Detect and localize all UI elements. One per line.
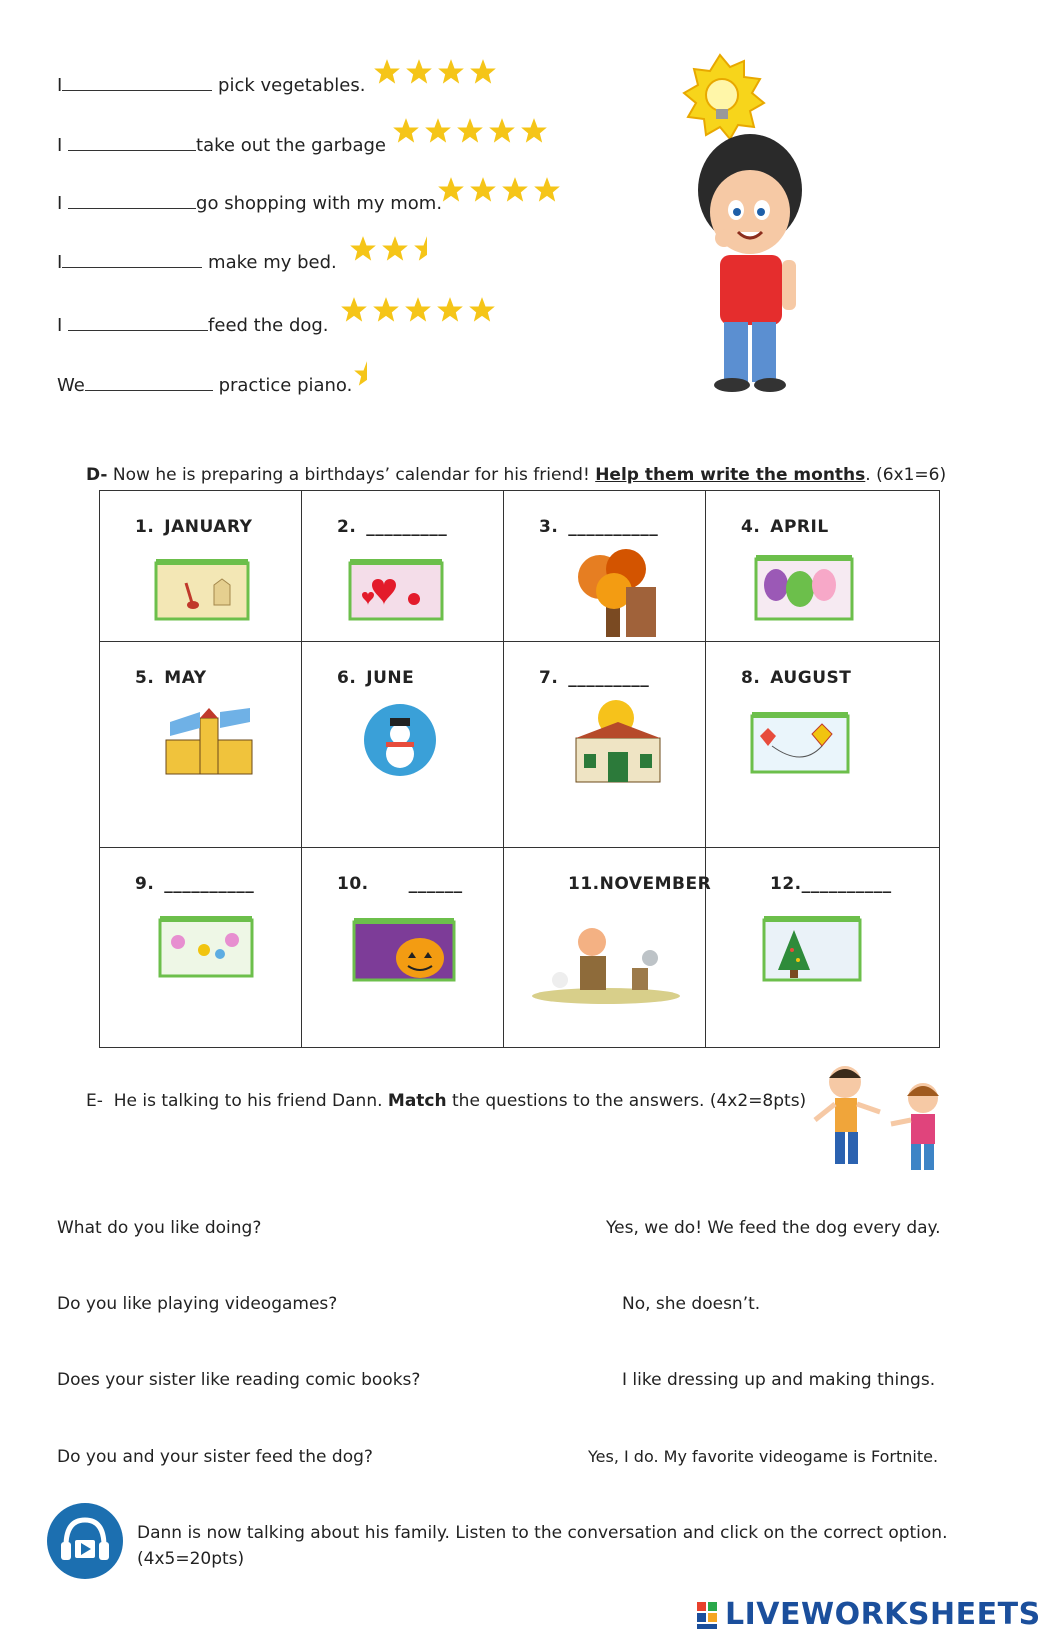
answer-item[interactable]: Yes, we do! We feed the dog every day. [606, 1218, 941, 1238]
two-friends-illustration [805, 1062, 955, 1182]
month-label[interactable] [539, 668, 649, 688]
hearts-calendar-icon [350, 555, 442, 621]
star-rating [349, 235, 441, 263]
month-name: MAY [164, 668, 207, 688]
star-rating [353, 360, 381, 388]
calendar-cell [706, 848, 939, 1047]
sentence-row: I make my bed. [57, 252, 337, 273]
calendar-cell [100, 491, 302, 642]
calendar-cell [504, 491, 706, 642]
calendar-cell [302, 848, 504, 1047]
month-name: ______ [408, 874, 463, 894]
section-f-instruction: Dann is now talking about his family. Listen to the conversation and click on the correct option. (4x5=20pts) [137, 1523, 948, 1569]
star-rating [340, 296, 496, 324]
star-icon [469, 176, 497, 204]
question-item[interactable]: Do you like playing videogames? [57, 1294, 338, 1314]
question-item[interactable]: Do you and your sister feed the dog? [57, 1447, 373, 1467]
star-rating [373, 58, 497, 86]
liveworksheets-mark-icon [697, 1600, 719, 1630]
star-icon [424, 117, 452, 145]
section-d-instruction: D- Now he is preparing a birthdays’ calendar for his friend! Help them write the months. (6x1=6) [86, 465, 947, 485]
liveworksheets-logo: LIVEWORKSHEETS [697, 1597, 1041, 1632]
month-label[interactable] [135, 874, 254, 894]
month-label[interactable] [337, 874, 463, 894]
month-number: 5. [135, 668, 155, 688]
month-number: 3. [539, 517, 559, 537]
calendar-cell [302, 491, 504, 642]
autumn-tree-icon [570, 547, 660, 641]
answer-blank[interactable] [68, 314, 208, 331]
star-icon [488, 117, 516, 145]
calendar-cell [100, 642, 302, 848]
month-number: 12. [770, 874, 802, 894]
star-icon [533, 176, 561, 204]
star-icon [372, 296, 400, 324]
month-number: 2. [337, 517, 357, 537]
month-name: __________ [164, 874, 255, 894]
month-label [337, 668, 414, 688]
christmas-tree-calendar-icon [764, 912, 860, 982]
question-item[interactable]: What do you like doing? [57, 1218, 262, 1238]
star-icon [353, 360, 381, 388]
answer-blank[interactable] [62, 74, 212, 91]
month-name: __________ [801, 874, 892, 894]
sentence-row: I pick vegetables. [57, 75, 366, 96]
star-icon [469, 58, 497, 86]
star-icon [437, 58, 465, 86]
sentence-row: I go shopping with my mom. [57, 193, 443, 214]
star-icon [404, 296, 432, 324]
answer-blank[interactable] [68, 192, 196, 209]
month-number: 8. [741, 668, 761, 688]
sentence-row: I feed the dog. [57, 315, 329, 336]
snowman-icon [364, 704, 436, 776]
independence-house-icon [570, 698, 666, 786]
month-number: 4. [741, 517, 761, 537]
star-icon [381, 235, 409, 263]
answer-item[interactable]: I like dressing up and making things. [622, 1370, 936, 1390]
star-icon [392, 117, 420, 145]
easter-eggs-calendar-icon [756, 551, 852, 621]
month-label [135, 517, 252, 537]
month-name: JANUARY [164, 517, 253, 537]
month-number: 1. [135, 517, 155, 537]
star-icon [501, 176, 529, 204]
month-number: 10. [337, 874, 369, 894]
month-label [135, 668, 207, 688]
calendar-cell [504, 642, 706, 848]
pumpkin-calendar-icon [354, 914, 454, 984]
beach-sandcastle-calendar-icon [156, 555, 248, 621]
answer-blank[interactable] [68, 134, 196, 151]
calendar-cell [100, 848, 302, 1047]
month-name: APRIL [770, 517, 829, 537]
star-icon [520, 117, 548, 145]
star-icon [468, 296, 496, 324]
star-icon [456, 117, 484, 145]
answer-item[interactable]: Yes, I do. My favorite videogame is Fortnite. [588, 1447, 939, 1466]
star-icon [349, 235, 377, 263]
cabildo-flag-icon [160, 704, 256, 778]
question-item[interactable]: Does your sister like reading comic books? [57, 1370, 421, 1390]
lightbulb-icon [680, 55, 780, 140]
month-number: 11. [568, 874, 600, 894]
star-rating [437, 176, 561, 204]
star-icon [413, 235, 441, 263]
kite-calendar-icon [752, 708, 848, 774]
month-number: 7. [539, 668, 559, 688]
calendar-cell [504, 848, 712, 1047]
month-label[interactable] [539, 517, 658, 537]
section-e-instruction: E- He is talking to his friend Dann. Match the questions to the answers. (4x2=8pts) [86, 1091, 807, 1111]
month-label [741, 668, 851, 688]
month-number: 9. [135, 874, 155, 894]
month-label [741, 517, 829, 537]
calendar-cell [302, 642, 504, 848]
month-name: _________ [366, 517, 448, 537]
month-number: 6. [337, 668, 357, 688]
month-name: JUNE [366, 668, 415, 688]
star-icon [373, 58, 401, 86]
star-icon [340, 296, 368, 324]
month-name: AUGUST [770, 668, 852, 688]
answer-blank[interactable] [62, 251, 202, 268]
star-rating [392, 117, 548, 145]
gaucho-cartoon-icon [532, 918, 682, 1006]
calendar-grid [99, 490, 940, 1048]
answer-item[interactable]: No, she doesn’t. [622, 1294, 761, 1314]
month-name: _________ [568, 668, 650, 688]
star-icon [436, 296, 464, 324]
calendar-cell [706, 642, 939, 848]
calendar-cell [706, 491, 939, 642]
audio-play-button[interactable] [46, 1502, 124, 1580]
sentence-row: We practice piano. [57, 375, 353, 396]
flowers-calendar-icon [160, 912, 252, 978]
month-label [568, 874, 711, 894]
thinking-boy-illustration [690, 130, 820, 405]
month-name: NOVEMBER [599, 874, 712, 894]
star-icon [405, 58, 433, 86]
month-name: __________ [568, 517, 659, 537]
answer-blank[interactable] [85, 374, 213, 391]
star-icon [437, 176, 465, 204]
month-label[interactable] [337, 517, 447, 537]
month-label[interactable] [770, 874, 892, 894]
sentence-row: I take out the garbage [57, 135, 386, 156]
